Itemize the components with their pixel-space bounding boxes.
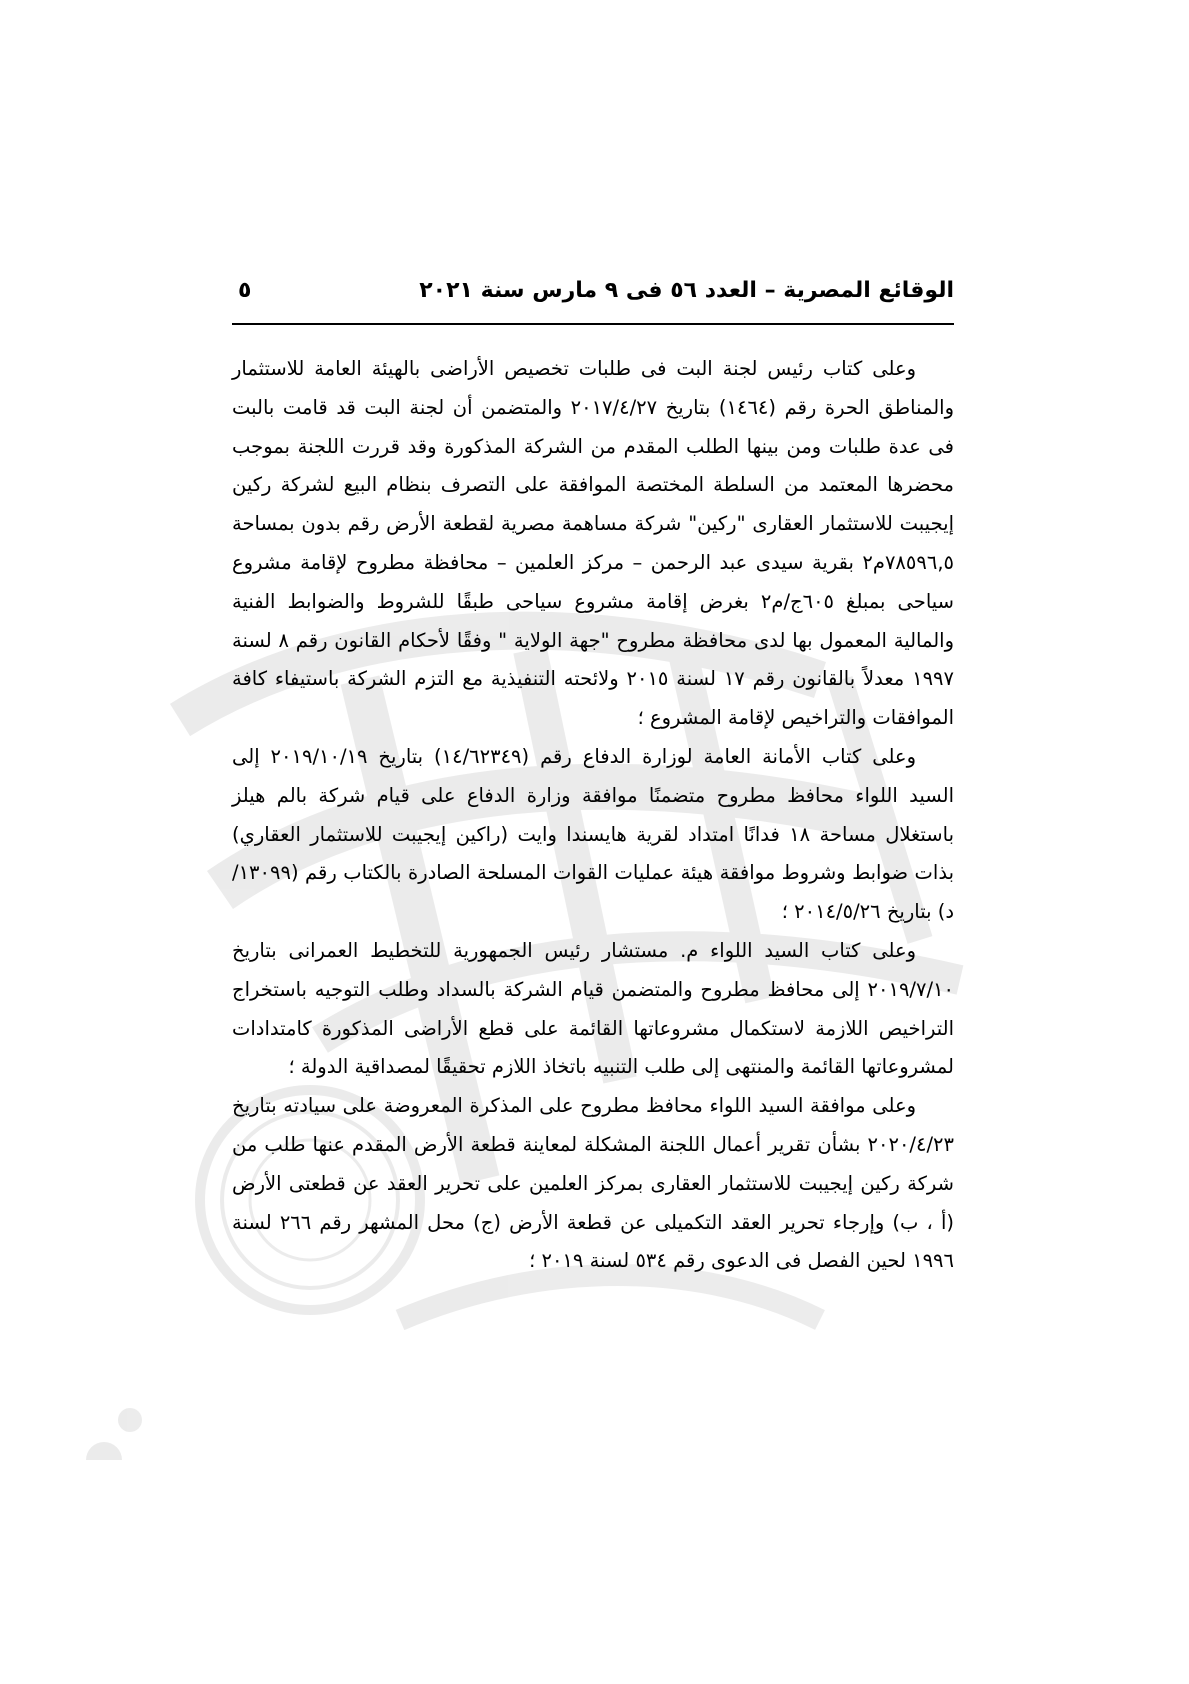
document-body xyxy=(232,350,954,1281)
page-number: ٥ xyxy=(238,277,252,303)
paragraph: وعلى كتاب الأمانة العامة لوزارة الدفاع رقم (١٤/٦٢٣٤٩) بتاريخ ٢٠١٩/١٠/١٩ إلى السيد اللواء محافظ مطروح متضمنًا موافقة وزارة الدفاع على قيام شركة بالم هيلز باستغلال مساحة ١٨ فدانًا امتداد لقرية هايسندا وايت (راكين إيجيبت للاستثمار العقاري) بذات ضوابط وشروط موافقة هيئة عمليات القوات المسلحة الصادرة بالكتاب رقم (١٣٠٩٩/د) بتاريخ ٢٠١٤/٥/٢٦ ؛ xyxy=(232,744,954,924)
paragraph: وعلى كتاب السيد اللواء م. مستشار رئيس الجمهورية للتخطيط العمرانى بتاريخ ٢٠١٩/٧/١٠ إلى محافظ مطروح والمتضمن قيام الشركة بالسداد وطلب التوجيه باستخراج التراخيص اللازمة لاستكمال مشروعاتها القائمة على قطع الأراضى المذكورة كامتدادات لمشروعاتها القائمة والمنتهى إلى طلب التنبيه باتخاذ اللازم تحقيقًا لمصداقية الدولة ؛ xyxy=(232,938,954,1079)
header-title: الوقائع المصرية – العدد ٥٦ فى ٩ مارس سنة ٢٠٢١ xyxy=(419,277,954,303)
page-header xyxy=(232,270,954,310)
paragraph: وعلى كتاب رئيس لجنة البت فى طلبات تخصيص الأراضى بالهيئة العامة للاستثمار والمناطق الحرة رقم (١٤٦٤) بتاريخ ٢٠١٧/٤/٢٧ والمتضمن أن لجنة البت قد قامت بالبت فى عدة طلبات ومن بينها الطلب المقدم من الشركة المذكورة وقد قررت اللجنة بموجب محضرها المعتمد من السلطة المختصة الموافقة على التصرف بنظام البيع لشركة ركين إيجيبت للاستثمار العقارى "ركين" شركة مساهمة مصرية لقطعة الأرض رقم بدون بمساحة ٧٨٥٩٦,٥م٢ بقرية سيدى عبد الرحمن – مركز العلمين – محافظة مطروح لإقامة مشروع سياحى بمبلغ ٦٠٥ج/م٢ بغرض إقامة مشروع سياحى طبقًا للشروط والضوابط الفنية والمالية المعمول بها لدى محافظة مطروح "جهة الولاية " وفقًا لأحكام القانون رقم ٨ لسنة ١٩٩٧ معدلاً بالقانون رقم ١٧ لسنة ٢٠١٥ ولائحته التنفيذية مع التزم الشركة باستيفاء كافة الموافقات والتراخيص لإقامة المشروع ؛ xyxy=(232,357,955,730)
header-divider xyxy=(232,323,954,325)
paragraph: وعلى موافقة السيد اللواء محافظ مطروح على المذكرة المعروضة على سيادته بتاريخ ٢٠٢٠/٤/٢٣ بشأن تقرير أعمال اللجنة المشكلة لمعاينة قطعة الأرض المقدم عنها طلب من شركة ركين إيجيبت للاستثمار العقارى بمركز العلمين على تحرير العقد عن قطعتى الأرض (أ ، ب) وإرجاء تحرير العقد التكميلى عن قطعة الأرض (ج) محل المشهر رقم ٢٦٦ لسنة ١٩٩٦ لحين الفصل فى الدعوى رقم ٥٣٤ لسنة ٢٠١٩ ؛ xyxy=(232,1094,955,1273)
